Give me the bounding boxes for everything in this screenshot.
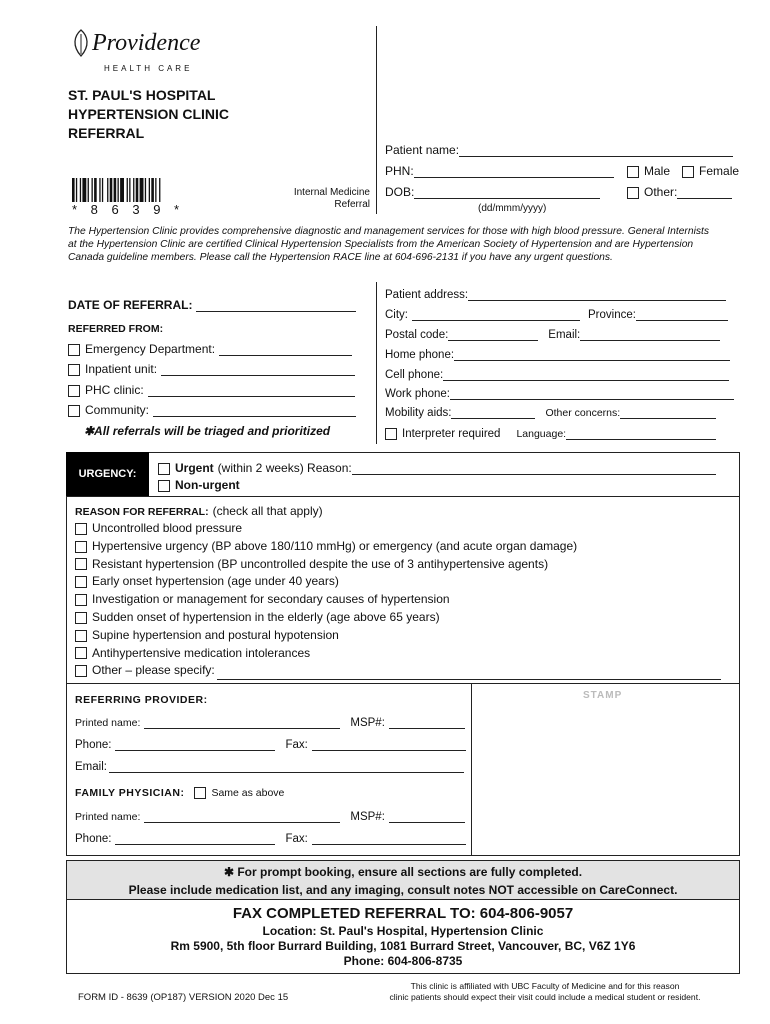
middle-divider	[376, 282, 377, 444]
title-line-3: REFERRAL	[68, 125, 145, 141]
barcode-bar	[110, 178, 113, 202]
phn-field[interactable]	[414, 165, 614, 178]
reason-label: Antihypertensive medication intolerances	[92, 645, 311, 660]
stamp-divider	[471, 684, 472, 856]
reason-checkbox[interactable]	[75, 576, 87, 588]
city-row	[385, 308, 728, 321]
reason-label: Supine hypertension and postural hypotension	[92, 627, 339, 642]
barcode-bar	[82, 178, 86, 202]
barcode-bar	[114, 178, 117, 202]
family-fax-field[interactable]	[312, 832, 466, 845]
provider-phone-field[interactable]	[115, 738, 275, 751]
referred-from-community	[68, 403, 356, 417]
barcode	[72, 178, 200, 202]
mobility-field[interactable]	[451, 406, 535, 419]
interpreter-label: Interpreter required	[402, 428, 501, 440]
reason-label: Investigation or management for secondary causes of hypertension	[92, 592, 450, 607]
same-as-above-checkbox[interactable]	[194, 787, 206, 799]
address-label: Patient address:	[385, 289, 469, 301]
city-field[interactable]	[412, 308, 580, 321]
cell-phone-field[interactable]	[443, 368, 729, 381]
form-id: FORM ID - 8639 (OP187) VERSION 2020 Dec 15	[78, 992, 289, 1003]
community-label: Community:	[85, 403, 150, 417]
referred-from-emergency	[68, 342, 352, 356]
reason-item	[75, 520, 721, 538]
non-urgent-checkbox[interactable]	[158, 480, 170, 492]
mobility-label: Mobility aids:	[385, 407, 452, 419]
province-label: Province:	[588, 309, 636, 321]
provider-msp-label: MSP#:	[350, 717, 385, 729]
referred-from-label: REFERRED FROM:	[68, 323, 164, 335]
city-label: City:	[385, 309, 408, 321]
language-label: Language:	[516, 428, 567, 440]
urgent-label: Urgent	[175, 461, 214, 475]
inpatient-label: Inpatient unit:	[85, 362, 158, 376]
date-of-referral-row	[68, 298, 356, 312]
inpatient-checkbox[interactable]	[68, 364, 80, 376]
provider-fax-field[interactable]	[312, 738, 466, 751]
reason-checkbox[interactable]	[75, 612, 87, 624]
reason-item	[75, 645, 721, 663]
fax-address: Rm 5900, 5th floor Burrard Building, 1081 Burrard Street, Vancouver, BC, V6Z 1Y6	[170, 939, 636, 953]
email-label: Email:	[548, 329, 581, 341]
referred-from-inpatient	[68, 362, 355, 376]
barcode-bar	[76, 178, 77, 202]
patient-name-label: Patient name:	[385, 143, 460, 157]
postal-label: Postal code:	[385, 329, 449, 341]
family-phone-field[interactable]	[115, 832, 275, 845]
notice-box	[66, 860, 740, 900]
provider-fax-label: Fax:	[285, 739, 308, 751]
referring-provider-title: REFERRING PROVIDER:	[75, 694, 208, 706]
phn-row	[385, 164, 614, 178]
interpreter-checkbox[interactable]	[385, 428, 397, 440]
referral-text: Referral	[334, 199, 370, 210]
reason-label: Other – please specify:	[92, 663, 215, 678]
sex-row	[627, 164, 739, 178]
phn-label: PHN:	[385, 164, 414, 178]
reason-label: Sudden onset of hypertension in the elderly (age above 65 years)	[92, 609, 440, 624]
urgent-row	[158, 461, 716, 475]
family-phone-row	[75, 832, 466, 845]
interpreter-row	[385, 427, 716, 440]
affiliation-line-2: clinic patients should expect their visit could include a medical student or resident.	[389, 992, 701, 1002]
reason-item	[75, 556, 721, 574]
fax-phone: Phone: 604-806-8735	[343, 954, 463, 968]
reason-label: Uncontrolled blood pressure	[92, 521, 243, 535]
internal-medicine-label	[280, 187, 370, 211]
barcode-bar	[127, 178, 128, 202]
provider-msp-field[interactable]	[389, 716, 465, 729]
logo-sub: HEALTH CARE	[104, 64, 193, 73]
reason-item	[75, 627, 721, 645]
reason-checkbox[interactable]	[75, 523, 87, 535]
reason-item	[75, 591, 721, 609]
female-label: Female	[699, 164, 740, 178]
home-phone-label: Home phone:	[385, 349, 455, 361]
address-field[interactable]	[468, 288, 726, 301]
non-urgent-label: Non-urgent	[175, 478, 240, 492]
provider-phone-row	[75, 738, 466, 751]
barcode-bar	[92, 178, 93, 202]
emergency-label: Emergency Department:	[85, 342, 216, 356]
family-msp-field[interactable]	[389, 810, 465, 823]
reason-label: Resistant hypertension (BP uncontrolled despite the use of 3 antihypertensive agents)	[92, 556, 549, 571]
barcode-bar	[133, 178, 134, 202]
header-divider	[376, 26, 377, 214]
dob-format: (dd/mmm/yyyy)	[478, 203, 547, 214]
phc-label: PHC clinic:	[85, 383, 144, 397]
title-line-2: HYPERTENSION CLINIC	[68, 106, 230, 122]
provider-name-field[interactable]	[144, 716, 340, 729]
dob-row	[385, 185, 600, 199]
barcode-bar	[88, 178, 89, 202]
reason-title	[75, 504, 323, 518]
provider-phone-label: Phone:	[75, 739, 112, 751]
referred-from-phc	[68, 383, 355, 397]
mobility-row	[385, 406, 716, 419]
community-checkbox[interactable]	[68, 405, 80, 417]
barcode-bar	[94, 178, 97, 202]
other-reason-field[interactable]	[217, 667, 721, 680]
fax-location: Location: St. Paul's Hospital, Hypertension Clinic	[262, 924, 544, 938]
address-row	[385, 288, 726, 301]
family-msp-label: MSP#:	[350, 811, 385, 823]
male-label: Male	[644, 164, 671, 178]
barcode-bar	[107, 178, 108, 202]
barcode-bar	[129, 178, 130, 202]
female-checkbox[interactable]	[682, 166, 694, 178]
stamp-label: STAMP	[583, 690, 623, 701]
affiliation-line-1: This clinic is affiliated with UBC Faculty of Medicine and for this reason	[410, 981, 680, 991]
logo-script: Providence	[92, 30, 201, 56]
family-phone-label: Phone:	[75, 833, 112, 845]
phc-field[interactable]	[148, 384, 355, 397]
provider-printed-label: Printed name:	[75, 717, 141, 729]
notice-line-1: ✱ For prompt booking, ensure all sections are fully completed.	[223, 865, 583, 879]
other-concerns-field[interactable]	[620, 406, 716, 419]
fax-box	[66, 900, 740, 974]
urgency-divider	[66, 496, 740, 497]
barcode-bar	[72, 178, 75, 202]
family-fax-label: Fax:	[285, 833, 308, 845]
reason-item	[75, 609, 721, 627]
notice-line-2: Please include medication list, and any imaging, consult notes NOT accessible on CareConnect.	[128, 883, 678, 897]
barcode-bar	[159, 178, 160, 202]
province-field[interactable]	[636, 308, 728, 321]
reason-label: Hypertensive urgency (BP above 180/110 mmHg) or emergency (and acute organ damage)	[92, 538, 578, 553]
language-field[interactable]	[566, 427, 716, 440]
affiliation-note	[360, 981, 730, 1003]
emergency-field[interactable]	[219, 343, 352, 356]
barcode-bar	[145, 178, 146, 202]
reason-checkbox[interactable]	[75, 594, 87, 606]
dob-label: DOB:	[385, 185, 415, 199]
family-name-field[interactable]	[144, 810, 340, 823]
reason-list	[75, 520, 721, 680]
family-physician-title: FAMILY PHYSICIAN:	[75, 787, 185, 799]
provider-email-row	[75, 760, 464, 773]
family-name-row	[75, 810, 465, 823]
other-sex-row	[627, 185, 732, 199]
cell-phone-row	[385, 368, 729, 381]
urgent-reason-field[interactable]	[352, 462, 716, 475]
email-field[interactable]	[580, 328, 720, 341]
form-title	[68, 86, 229, 143]
emergency-checkbox[interactable]	[68, 344, 80, 356]
patient-name-field[interactable]	[459, 144, 733, 157]
triage-note: ✱All referrals will be triaged and prioritized	[84, 424, 331, 438]
postal-row	[385, 328, 720, 341]
date-of-referral-field[interactable]	[196, 299, 356, 312]
leaf-icon	[68, 28, 94, 58]
barcode-bar	[136, 178, 139, 202]
reason-item	[75, 573, 721, 591]
reason-checkbox[interactable]	[75, 630, 87, 642]
other-concerns-label: Other concerns:	[545, 407, 621, 419]
urgent-checkbox[interactable]	[158, 463, 170, 475]
provider-email-field[interactable]	[109, 760, 464, 773]
reason-checkbox[interactable]	[75, 558, 87, 570]
other-sex-label: Other:	[644, 185, 678, 199]
work-phone-field[interactable]	[450, 387, 734, 400]
provider-name-row	[75, 716, 465, 729]
reason-checkbox[interactable]	[75, 541, 87, 553]
internal-medicine-text: Internal Medicine	[293, 187, 370, 198]
same-as-above-label: Same as above	[211, 787, 285, 799]
barcode-bar	[102, 178, 103, 202]
home-phone-field[interactable]	[454, 348, 730, 361]
patient-name-row	[385, 143, 733, 157]
cell-phone-label: Cell phone:	[385, 369, 444, 381]
non-urgent-row	[158, 478, 240, 492]
providence-logo	[68, 28, 208, 78]
inpatient-field[interactable]	[161, 363, 355, 376]
other-sex-field[interactable]	[677, 186, 732, 199]
reason-label: Early onset hypertension (age under 40 years)	[92, 574, 339, 589]
barcode-bar	[149, 178, 150, 202]
work-phone-label: Work phone:	[385, 388, 450, 400]
barcode-bar	[140, 178, 144, 202]
intro-text: The Hypertension Clinic provides comprehensive diagnostic and management services for those with high blood pressure. General Internists at the Hypertension Clinic are certified Clinical Hypertension Specialists from the American Society of Hypertension and are Hypertension Canada guideline members. Please call the Hypertension RACE line at 604-696-2131 if you have any urgent questions.	[68, 226, 710, 263]
barcode-bar	[120, 178, 124, 202]
family-physician-row	[75, 787, 284, 799]
reason-checkbox[interactable]	[75, 647, 87, 659]
urgent-reason-label: (within 2 weeks) Reason:	[217, 461, 352, 475]
community-field[interactable]	[153, 404, 356, 417]
provider-email-label: Email:	[75, 761, 107, 773]
barcode-bar	[151, 178, 154, 202]
barcode-bar	[118, 178, 119, 202]
reason-item	[75, 662, 721, 680]
reason-title-rest: (check all that apply)	[212, 504, 323, 518]
family-printed-label: Printed name:	[75, 811, 141, 823]
work-phone-row	[385, 387, 734, 400]
urgency-label: URGENCY:	[66, 452, 149, 496]
reason-item	[75, 538, 721, 556]
fax-title: FAX COMPLETED REFERRAL TO: 604-806-9057	[232, 905, 574, 922]
date-of-referral-label: DATE OF REFERRAL:	[68, 298, 193, 312]
reason-checkbox[interactable]	[75, 665, 87, 677]
barcode-bar	[155, 178, 156, 202]
phc-checkbox[interactable]	[68, 385, 80, 397]
dob-field[interactable]	[414, 186, 600, 199]
postal-field[interactable]	[448, 328, 538, 341]
other-sex-checkbox[interactable]	[627, 187, 639, 199]
barcode-bar	[99, 178, 100, 202]
home-phone-row	[385, 348, 730, 361]
title-line-1: ST. PAUL'S HOSPITAL	[68, 87, 216, 103]
reason-title-bold: REASON FOR REFERRAL:	[75, 506, 209, 518]
male-checkbox[interactable]	[627, 166, 639, 178]
barcode-bar	[80, 178, 81, 202]
barcode-text: * 8 6 3 9 *	[72, 202, 185, 217]
